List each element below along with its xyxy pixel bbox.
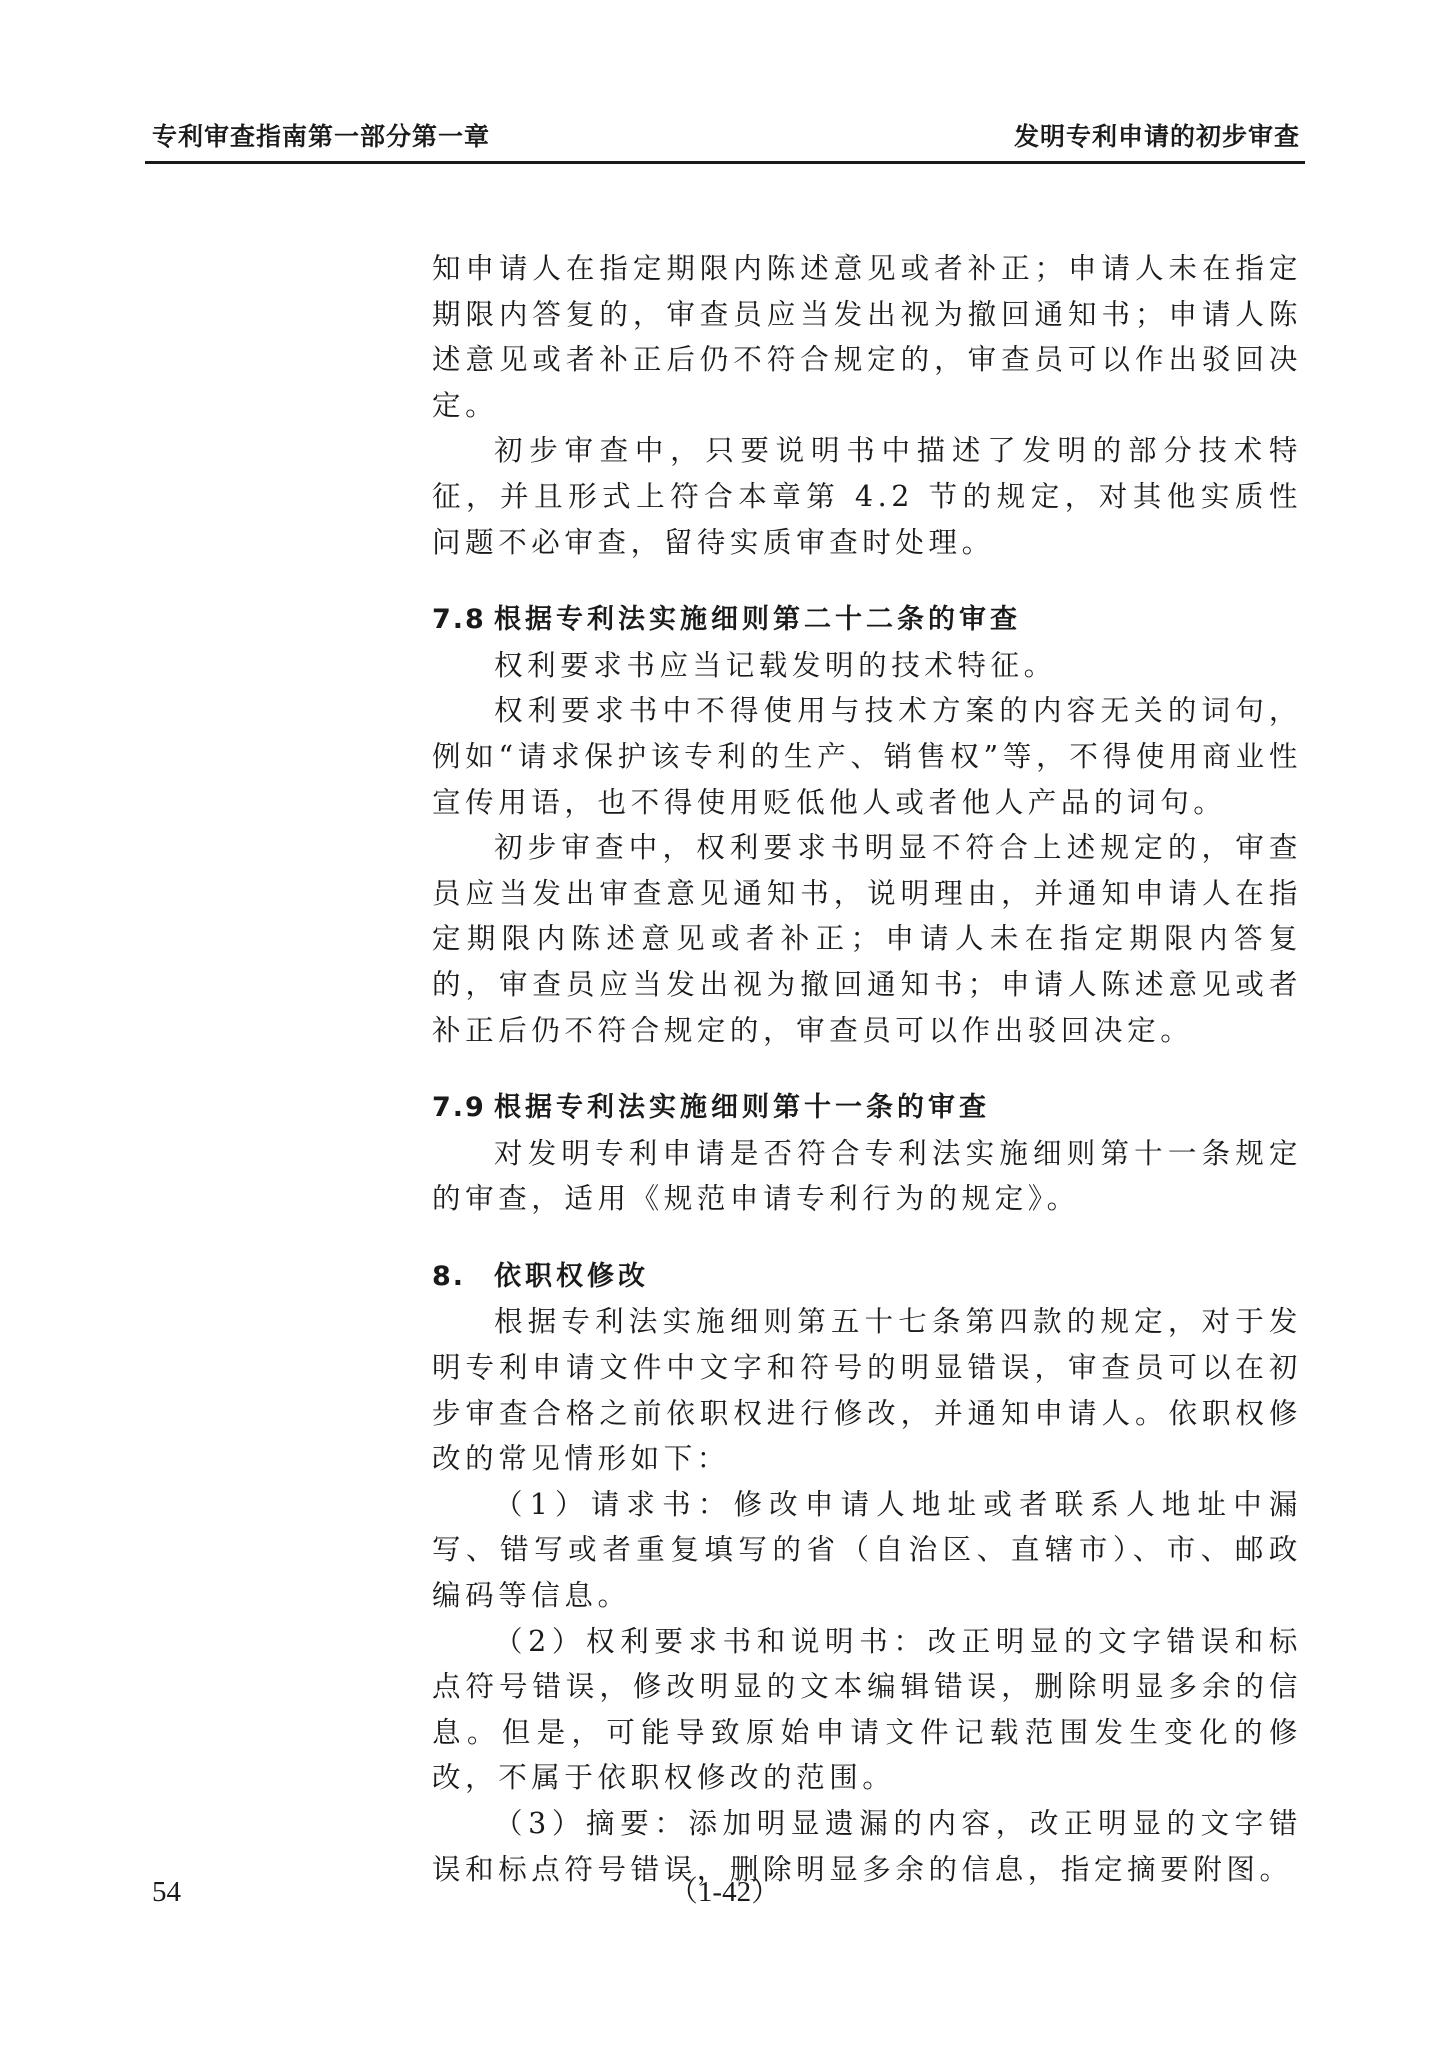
section-number: 8. <box>432 1260 466 1292</box>
paragraph: 初步审查中，权利要求书明显不符合上述规定的，审查员应当发出审查意见通知书，说明理由，并通知申请人在指定期限内陈述意见或者补正；申请人未在指定期限内答复的，审查员应当发出视为撤回通知书；申请人陈述意见或者补正后仍不符合规定的，审查员可以作出驳回决定。 <box>432 831 1302 1047</box>
paragraph: 初步审查中，只要说明书中描述了发明的部分技术特征，并且形式上符合本章第 4.2 节的规定，对其他实质性问题不必审查，留待实质审查时处理。 <box>432 434 1302 559</box>
section-number: 7.9 <box>432 1092 486 1124</box>
list-item: （3）摘要：添加明显遗漏的内容，改正明显的文字错误和标点符号错误，删除明显多余的信息，指定摘要附图。 <box>432 1807 1302 1886</box>
paragraph: 权利要求书应当记载发明的技术特征。 <box>494 648 1057 682</box>
section-heading-7-8 <box>432 597 1302 643</box>
section-title: 依职权修改 <box>494 1260 649 1292</box>
page-number: 54 <box>152 1876 181 1908</box>
section-number: 7.8 <box>432 604 486 636</box>
header-rule <box>145 161 1305 164</box>
header-section-title: 发明专利申请的初步审查 <box>1013 122 1300 151</box>
header-chapter-title: 专利审查指南第一部分第一章 <box>152 122 491 151</box>
section-title: 根据专利法实施细则第十一条的审查 <box>494 1092 990 1124</box>
page-body <box>432 246 1302 1892</box>
paragraph: 根据专利法实施细则第五十七条第四款的规定，对于发明专利申请文件中文字和符号的明显错误，审查员可以在初步审查合格之前依职权进行修改，并通知申请人。依职权修改的常见情形如下： <box>432 1305 1302 1476</box>
section-heading-8 <box>432 1254 1302 1300</box>
running-header <box>152 117 1300 157</box>
section-heading-7-9 <box>432 1085 1302 1131</box>
paragraph-continued: 知申请人在指定期限内陈述意见或者补正；申请人未在指定期限内答复的，审查员应当发出视为撤回通知书；申请人陈述意见或者补正后仍不符合规定的，审查员可以作出驳回决定。 <box>432 252 1302 422</box>
list-item: （2）权利要求书和说明书：改正明显的文字错误和标点符号错误，修改明显的文本编辑错误，删除明显多余的信息。但是，可能导致原始申请文件记载范围发生变化的修改，不属于依职权修改的范围。 <box>432 1624 1302 1795</box>
section-title: 根据专利法实施细则第二十二条的审查 <box>494 604 1021 636</box>
paragraph: 权利要求书中不得使用与技术方案的内容无关的词句，例如“请求保护该专利的生产、销售权”等，不得使用商业性宣传用语，也不得使用贬低他人或者他人产品的词句。 <box>432 694 1302 819</box>
list-item: （1）请求书：修改申请人地址或者联系人地址中漏写、错写或者重复填写的省（自治区、直辖市）、市、邮政编码等信息。 <box>432 1487 1302 1613</box>
paragraph: 对发明专利申请是否符合专利法实施细则第十一条规定的审查，适用《规范申请专利行为的规定》。 <box>432 1136 1302 1216</box>
section-page-number: （1-42） <box>668 1876 781 1908</box>
